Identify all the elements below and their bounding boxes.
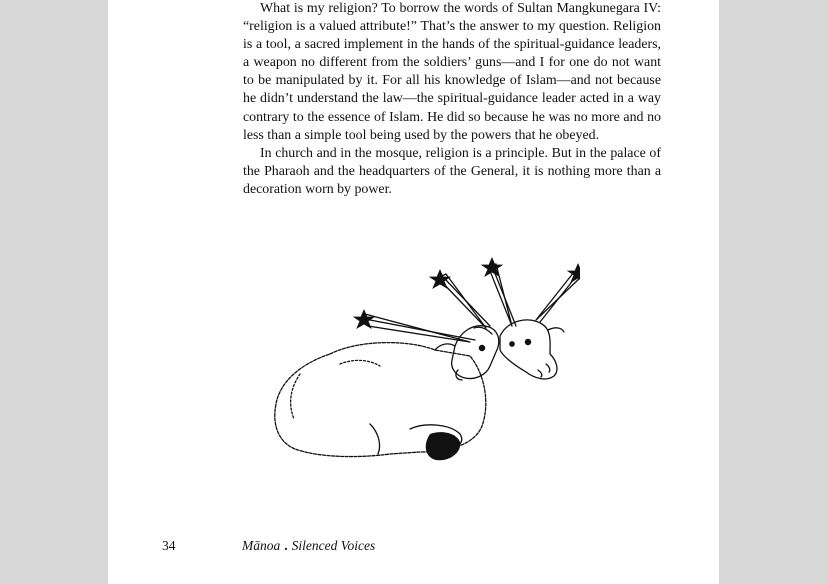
body-text <box>243 0 661 199</box>
book-page <box>108 0 719 584</box>
paragraph-2: In church and in the mosque, religion is a principle. But in the palace of the Pharaoh and the headquarters of the General, it is nothing more than a decoration worn by power. <box>243 145 661 197</box>
running-head <box>242 538 375 554</box>
journal-name: Mānoa <box>242 538 281 553</box>
cow-illustration <box>260 254 580 474</box>
separator-dot: . <box>284 538 288 553</box>
issue-title: Silenced Voices <box>291 538 376 553</box>
page-number: 34 <box>162 538 176 553</box>
paragraph-1: What is my religion? To borrow the words of Sultan Mangkunegara IV: “religion is a valued attribute!” That’s the answer to my question. Religion is a tool, a sacred implement in the hands of the spiritual-guidance leaders, a weapon no different from the soldiers’ guns—and I for one do not want to be manipulated by it. For all his knowledge of Islam—and not because he didn’t understand the law—the spiritual-guidance leader acted in a way contrary to the essence of Islam. He did so because he was no more and no less than a simple tool being used by the powers that he obeyed. <box>243 1 661 143</box>
